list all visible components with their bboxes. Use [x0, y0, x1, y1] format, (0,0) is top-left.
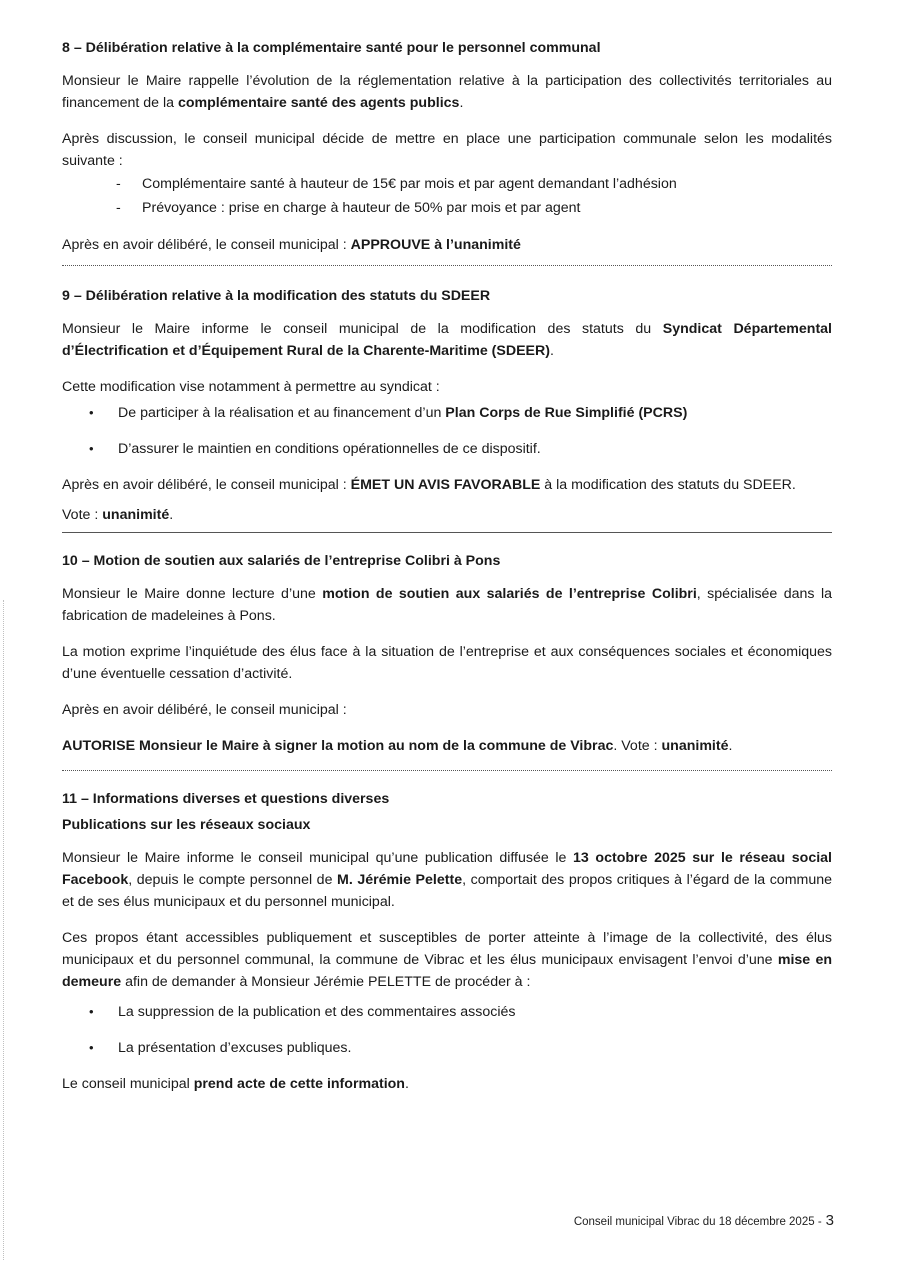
section-9: [62, 288, 832, 526]
text: . Vote :: [613, 738, 662, 754]
text: , spécialisée dans la fabrication de madeleines à Pons.: [62, 586, 832, 624]
footer-text: Conseil municipal Vibrac du 18 décembre 2025 -: [573, 1216, 822, 1228]
list-item: - Prévoyance : prise en charge à hauteur de 50% par mois et par agent: [62, 196, 832, 220]
emphasis: mise en demeure: [62, 952, 832, 990]
emphasis: M. Jérémie Pelette: [337, 872, 463, 888]
text: De participer à la réalisation et au financement d’un: [118, 405, 446, 421]
section-10-paragraph-1: [62, 583, 832, 627]
text: .: [728, 738, 733, 754]
section-11-subtitle: Publications sur les réseaux sociaux: [62, 817, 311, 833]
section-11: [62, 791, 832, 1095]
emphasis: 13 octobre 2025 sur le réseau social Facebook: [62, 850, 832, 888]
text: Ces propos étant accessibles publiquement et susceptibles de porter atteinte à l’image de la collectivité, des élus municipaux et du personnel communal, la commune de Vibrac et les élus municipaux envisagent l’envoi d’une: [62, 930, 832, 968]
list-item: • La suppression de la publication et des commentaires associés: [62, 1001, 832, 1023]
section-8-paragraph-1: [62, 70, 832, 114]
section-10-paragraph-2: La motion exprime l’inquiétude des élus face à la situation de l’entreprise et aux conséquences sociales et économiques d’une éventuelle cessation d’activité.: [62, 644, 832, 682]
section-10: [62, 553, 832, 757]
page-number: 3: [825, 1212, 834, 1229]
section-8-list: [62, 172, 832, 220]
text: , comportait des propos critiques à l’égard de la commune et de ses élus municipaux et du personnel municipal.: [62, 872, 833, 910]
page-footer: [574, 1212, 834, 1229]
emphasis: complémentaire santé des agents publics: [177, 95, 460, 111]
text: .: [169, 507, 174, 523]
text: à la modification des statuts du SDEER.: [540, 477, 796, 493]
section-10-paragraph-3: Après en avoir délibéré, le conseil municipal :: [62, 702, 347, 718]
text: Monsieur le Maire informe le conseil municipal qu’une publication diffusée le: [62, 850, 574, 866]
section-9-vote: [62, 504, 832, 526]
emphasis: APPROUVE à l’unanimité: [350, 237, 521, 253]
text: Monsieur le Maire donne lecture d’une: [62, 586, 323, 602]
text: Après en avoir délibéré, le conseil municipal :: [62, 237, 351, 253]
list-item: [62, 402, 832, 424]
emphasis: prend acte de cette information: [193, 1076, 405, 1092]
emphasis: motion de soutien aux salariés de l’entreprise Colibri: [322, 586, 697, 602]
text: Monsieur le Maire informe le conseil municipal de la modification des statuts du: [62, 321, 663, 337]
section-9-paragraph-1: [62, 318, 832, 362]
section-10-title: 10 – Motion de soutien aux salariés de l’entreprise Colibri à Pons: [62, 553, 501, 569]
list-item: • La présentation d’excuses publiques.: [62, 1037, 832, 1059]
section-9-list: [62, 402, 832, 460]
section-10-decision: [62, 735, 832, 757]
section-8-paragraph-2: Après discussion, le conseil municipal décide de mettre en place une participation communale selon les modalités suivante :: [62, 131, 832, 169]
emphasis: unanimité: [102, 507, 170, 523]
emphasis: Plan Corps de Rue Simplifié (PCRS): [445, 405, 688, 421]
text: .: [404, 1076, 409, 1092]
text: .: [459, 95, 464, 111]
text: Vote :: [62, 507, 103, 523]
text: .: [549, 343, 554, 359]
section-11-closing: [62, 1073, 832, 1095]
list-item: • D’assurer le maintien en conditions opérationnelles de ce dispositif.: [62, 438, 832, 460]
text: afin de demander à Monsieur Jérémie PELETTE de procéder à :: [121, 974, 531, 990]
section-8-title: 8 – Délibération relative à la complémentaire santé pour le personnel communal: [62, 40, 601, 56]
section-11-title: 11 – Informations diverses et questions diverses: [62, 791, 390, 807]
section-11-paragraph-1: [62, 847, 832, 913]
emphasis: AUTORISE Monsieur le Maire à signer la motion au nom de la commune de Vibrac: [62, 738, 614, 754]
section-8-decision: [62, 234, 832, 256]
emphasis: ÉMET UN AVIS FAVORABLE: [350, 477, 541, 493]
section-9-paragraph-2: Cette modification vise notamment à permettre au syndicat :: [62, 379, 440, 395]
text: Monsieur le Maire rappelle l’évolution de la réglementation relative à la participation des collectivités territoriales au financement de la: [62, 73, 832, 111]
section-11-paragraph-2: [62, 927, 832, 993]
section-8: [62, 40, 832, 256]
text: Après en avoir délibéré, le conseil municipal :: [62, 477, 351, 493]
section-9-decision: [62, 474, 832, 496]
section-divider: [62, 770, 832, 771]
list-item: - Complémentaire santé à hauteur de 15€ par mois et par agent demandant l’adhésion: [62, 172, 832, 196]
section-divider: [62, 532, 832, 533]
section-9-title: 9 – Délibération relative à la modification des statuts du SDEER: [62, 288, 491, 304]
text: , depuis le compte personnel de: [128, 872, 338, 888]
text: Le conseil municipal: [62, 1076, 194, 1092]
section-divider: [62, 265, 832, 266]
emphasis: Syndicat Départemental d’Électrification et d’Équipement Rural de la Charente-Maritime (SDEER): [62, 321, 832, 359]
section-11-list: [62, 1001, 832, 1059]
emphasis: unanimité: [661, 738, 729, 754]
